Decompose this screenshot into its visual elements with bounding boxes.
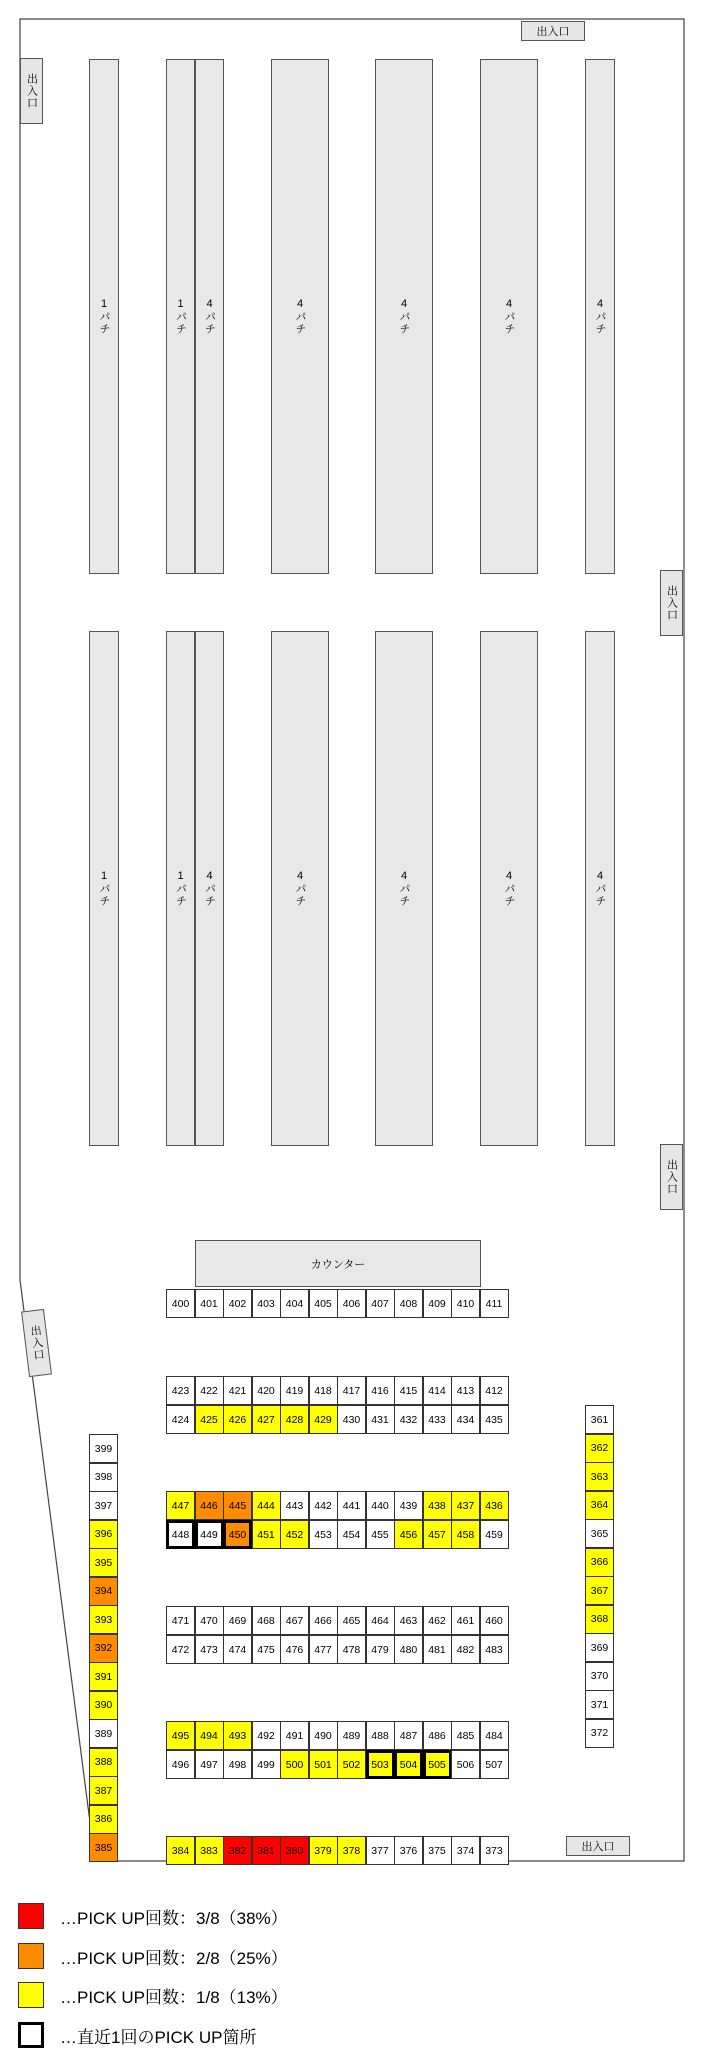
bank-label: 4パチ — [398, 298, 410, 335]
machine-385[interactable]: 385 — [89, 1833, 118, 1862]
machine-436[interactable]: 436 — [480, 1491, 509, 1520]
machine-375[interactable]: 375 — [423, 1836, 452, 1865]
machine-493[interactable]: 493 — [223, 1721, 252, 1750]
machine-bank — [89, 631, 119, 1146]
machine-397[interactable]: 397 — [89, 1491, 118, 1520]
machine-388[interactable]: 388 — [89, 1748, 118, 1777]
machine-381[interactable]: 381 — [252, 1836, 281, 1865]
machine-379[interactable]: 379 — [309, 1836, 338, 1865]
machine-bank — [271, 631, 329, 1146]
machine-bank — [585, 631, 615, 1146]
machine-454[interactable]: 454 — [337, 1520, 366, 1549]
machine-413[interactable]: 413 — [451, 1376, 480, 1405]
entrance-right-lower[interactable]: 出入口 — [660, 1144, 683, 1210]
machine-476[interactable]: 476 — [280, 1635, 309, 1664]
machine-484[interactable]: 484 — [480, 1721, 509, 1750]
machine-482[interactable]: 482 — [451, 1635, 480, 1664]
bank-label: 4パチ — [203, 870, 216, 907]
machine-408[interactable]: 408 — [394, 1289, 423, 1318]
machine-427[interactable]: 427 — [252, 1405, 281, 1434]
machine-367[interactable]: 367 — [585, 1576, 614, 1605]
legend-swatch-orange — [18, 1943, 44, 1969]
legend-level-3 — [18, 1901, 288, 1931]
machine-389[interactable]: 389 — [89, 1719, 118, 1748]
machine-450[interactable]: 450 — [223, 1520, 252, 1549]
machine-371[interactable]: 371 — [585, 1690, 614, 1719]
machine-386[interactable]: 386 — [89, 1805, 118, 1834]
machine-464[interactable]: 464 — [366, 1606, 395, 1635]
machine-486[interactable]: 486 — [423, 1721, 452, 1750]
legend-swatch-outline — [18, 2022, 44, 2048]
machine-474[interactable]: 474 — [223, 1635, 252, 1664]
machine-407[interactable]: 407 — [366, 1289, 395, 1318]
machine-506[interactable]: 506 — [451, 1750, 480, 1779]
machine-472[interactable]: 472 — [166, 1635, 195, 1664]
machine-362[interactable]: 362 — [585, 1434, 614, 1463]
machine-496[interactable]: 496 — [166, 1750, 195, 1779]
machine-495[interactable]: 495 — [166, 1721, 195, 1750]
entrance-right-upper[interactable]: 出入口 — [660, 570, 683, 636]
machine-460[interactable]: 460 — [480, 1606, 509, 1635]
machine-468[interactable]: 468 — [252, 1606, 281, 1635]
machine-452[interactable]: 452 — [280, 1520, 309, 1549]
machine-491[interactable]: 491 — [280, 1721, 309, 1750]
machine-497[interactable]: 497 — [195, 1750, 224, 1779]
bank-label: 1パチ — [174, 298, 187, 335]
machine-363[interactable]: 363 — [585, 1462, 614, 1491]
machine-481[interactable]: 481 — [423, 1635, 452, 1664]
machine-368[interactable]: 368 — [585, 1605, 614, 1634]
machine-461[interactable]: 461 — [451, 1606, 480, 1635]
machine-369[interactable]: 369 — [585, 1633, 614, 1662]
machine-505[interactable]: 505 — [423, 1750, 452, 1779]
machine-466[interactable]: 466 — [309, 1606, 338, 1635]
machine-377[interactable]: 377 — [366, 1836, 395, 1865]
machine-502[interactable]: 502 — [337, 1750, 366, 1779]
entrance-left-upper[interactable]: 出入口 — [20, 58, 43, 124]
machine-395[interactable]: 395 — [89, 1548, 118, 1577]
machine-414[interactable]: 414 — [423, 1376, 452, 1405]
machine-498[interactable]: 498 — [223, 1750, 252, 1779]
machine-392[interactable]: 392 — [89, 1634, 118, 1663]
bank-label: 4パチ — [503, 298, 515, 335]
machine-446[interactable]: 446 — [195, 1491, 224, 1520]
machine-396[interactable]: 396 — [89, 1520, 118, 1549]
legend-recent — [18, 2020, 256, 2050]
machine-391[interactable]: 391 — [89, 1662, 118, 1691]
machine-423[interactable]: 423 — [166, 1376, 195, 1405]
machine-402[interactable]: 402 — [223, 1289, 252, 1318]
machine-478[interactable]: 478 — [337, 1635, 366, 1664]
bank-label: 4パチ — [594, 298, 606, 335]
machine-489[interactable]: 489 — [337, 1721, 366, 1750]
machine-432[interactable]: 432 — [394, 1405, 423, 1434]
machine-412[interactable]: 412 — [480, 1376, 509, 1405]
machine-380[interactable]: 380 — [280, 1836, 309, 1865]
machine-378[interactable]: 378 — [337, 1836, 366, 1865]
machine-421[interactable]: 421 — [223, 1376, 252, 1405]
machine-422[interactable]: 422 — [195, 1376, 224, 1405]
machine-444[interactable]: 444 — [252, 1491, 281, 1520]
machine-404[interactable]: 404 — [280, 1289, 309, 1318]
machine-470[interactable]: 470 — [195, 1606, 224, 1635]
machine-410[interactable]: 410 — [451, 1289, 480, 1318]
machine-bank — [166, 59, 195, 574]
machine-437[interactable]: 437 — [451, 1491, 480, 1520]
bank-label: 4パチ — [294, 298, 306, 335]
machine-475[interactable]: 475 — [252, 1635, 281, 1664]
machine-bank — [375, 59, 433, 574]
machine-376[interactable]: 376 — [394, 1836, 423, 1865]
machine-bank — [480, 59, 538, 574]
machine-428[interactable]: 428 — [280, 1405, 309, 1434]
legend-text: …PICK UP回数：3/8（38%） — [60, 1908, 288, 1928]
machine-387[interactable]: 387 — [89, 1776, 118, 1805]
machine-488[interactable]: 488 — [366, 1721, 395, 1750]
machine-441[interactable]: 441 — [337, 1491, 366, 1520]
machine-418[interactable]: 418 — [309, 1376, 338, 1405]
machine-411[interactable]: 411 — [480, 1289, 509, 1318]
bank-label: 4パチ — [203, 298, 216, 335]
machine-bank — [195, 59, 224, 574]
legend-level-1 — [18, 1980, 288, 2010]
machine-473[interactable]: 473 — [195, 1635, 224, 1664]
machine-477[interactable]: 477 — [309, 1635, 338, 1664]
machine-471[interactable]: 471 — [166, 1606, 195, 1635]
machine-424[interactable]: 424 — [166, 1405, 195, 1434]
machine-399[interactable]: 399 — [89, 1434, 118, 1463]
machine-434[interactable]: 434 — [451, 1405, 480, 1434]
machine-433[interactable]: 433 — [423, 1405, 452, 1434]
machine-400[interactable]: 400 — [166, 1289, 195, 1318]
machine-bank — [271, 59, 329, 574]
machine-494[interactable]: 494 — [195, 1721, 224, 1750]
machine-449[interactable]: 449 — [195, 1520, 224, 1549]
entrance-top[interactable]: 出入口 — [521, 21, 585, 41]
machine-459[interactable]: 459 — [480, 1520, 509, 1549]
machine-390[interactable]: 390 — [89, 1691, 118, 1720]
machine-501[interactable]: 501 — [309, 1750, 338, 1779]
machine-463[interactable]: 463 — [394, 1606, 423, 1635]
machine-480[interactable]: 480 — [394, 1635, 423, 1664]
machine-499[interactable]: 499 — [252, 1750, 281, 1779]
machine-479[interactable]: 479 — [366, 1635, 395, 1664]
machine-bank — [89, 59, 119, 574]
machine-445[interactable]: 445 — [223, 1491, 252, 1520]
legend-swatch-yellow — [18, 1982, 44, 2008]
machine-bank — [480, 631, 538, 1146]
machine-419[interactable]: 419 — [280, 1376, 309, 1405]
machine-409[interactable]: 409 — [423, 1289, 452, 1318]
machine-442[interactable]: 442 — [309, 1491, 338, 1520]
machine-492[interactable]: 492 — [252, 1721, 281, 1750]
machine-456[interactable]: 456 — [394, 1520, 423, 1549]
machine-455[interactable]: 455 — [366, 1520, 395, 1549]
machine-416[interactable]: 416 — [366, 1376, 395, 1405]
machine-361[interactable]: 361 — [585, 1405, 614, 1434]
machine-490[interactable]: 490 — [309, 1721, 338, 1750]
machine-403[interactable]: 403 — [252, 1289, 281, 1318]
machine-384[interactable]: 384 — [166, 1836, 195, 1865]
machine-372[interactable]: 372 — [585, 1719, 614, 1748]
machine-405[interactable]: 405 — [309, 1289, 338, 1318]
machine-435[interactable]: 435 — [480, 1405, 509, 1434]
machine-417[interactable]: 417 — [337, 1376, 366, 1405]
machine-448[interactable]: 448 — [166, 1520, 195, 1549]
machine-382[interactable]: 382 — [223, 1836, 252, 1865]
machine-420[interactable]: 420 — [252, 1376, 281, 1405]
bank-label: 4パチ — [594, 870, 606, 907]
machine-485[interactable]: 485 — [451, 1721, 480, 1750]
machine-406[interactable]: 406 — [337, 1289, 366, 1318]
machine-bank — [195, 631, 224, 1146]
machine-469[interactable]: 469 — [223, 1606, 252, 1635]
machine-bank — [375, 631, 433, 1146]
bank-label: 4パチ — [398, 870, 410, 907]
machine-453[interactable]: 453 — [309, 1520, 338, 1549]
bank-label: 1パチ — [98, 298, 110, 335]
entrance-left-lower[interactable]: 出入口 — [21, 1309, 52, 1377]
machine-503[interactable]: 503 — [366, 1750, 395, 1779]
machine-426[interactable]: 426 — [223, 1405, 252, 1434]
machine-443[interactable]: 443 — [280, 1491, 309, 1520]
legend-swatch-red — [18, 1903, 44, 1929]
machine-507[interactable]: 507 — [480, 1750, 509, 1779]
machine-438[interactable]: 438 — [423, 1491, 452, 1520]
bank-label: 1パチ — [98, 870, 110, 907]
machine-bank — [166, 631, 195, 1146]
machine-394[interactable]: 394 — [89, 1577, 118, 1606]
machine-370[interactable]: 370 — [585, 1662, 614, 1691]
machine-393[interactable]: 393 — [89, 1605, 118, 1634]
machine-364[interactable]: 364 — [585, 1491, 614, 1520]
bank-label: 4パチ — [294, 870, 306, 907]
counter: カウンター — [195, 1240, 481, 1287]
machine-487[interactable]: 487 — [394, 1721, 423, 1750]
machine-504[interactable]: 504 — [394, 1750, 423, 1779]
machine-401[interactable]: 401 — [195, 1289, 224, 1318]
machine-447[interactable]: 447 — [166, 1491, 195, 1520]
machine-483[interactable]: 483 — [480, 1635, 509, 1664]
machine-465[interactable]: 465 — [337, 1606, 366, 1635]
legend-text: …直近1回のPICK UP箇所 — [60, 2027, 257, 2047]
machine-415[interactable]: 415 — [394, 1376, 423, 1405]
machine-440[interactable]: 440 — [366, 1491, 395, 1520]
machine-429[interactable]: 429 — [309, 1405, 338, 1434]
machine-366[interactable]: 366 — [585, 1548, 614, 1577]
machine-439[interactable]: 439 — [394, 1491, 423, 1520]
legend-text: …PICK UP回数：2/8（25%） — [60, 1948, 288, 1968]
machine-374[interactable]: 374 — [451, 1836, 480, 1865]
machine-373[interactable]: 373 — [480, 1836, 509, 1865]
machine-425[interactable]: 425 — [195, 1405, 224, 1434]
legend-text: …PICK UP回数：1/8（13%） — [60, 1987, 288, 2007]
machine-398[interactable]: 398 — [89, 1463, 118, 1492]
machine-365[interactable]: 365 — [585, 1519, 614, 1548]
machine-bank — [585, 59, 615, 574]
bank-label: 1パチ — [174, 870, 187, 907]
machine-431[interactable]: 431 — [366, 1405, 395, 1434]
machine-467[interactable]: 467 — [280, 1606, 309, 1635]
machine-383[interactable]: 383 — [195, 1836, 224, 1865]
machine-500[interactable]: 500 — [280, 1750, 309, 1779]
machine-430[interactable]: 430 — [337, 1405, 366, 1434]
legend-level-2 — [18, 1941, 288, 1971]
machine-451[interactable]: 451 — [252, 1520, 281, 1549]
bank-label: 4パチ — [503, 870, 515, 907]
machine-462[interactable]: 462 — [423, 1606, 452, 1635]
machine-457[interactable]: 457 — [423, 1520, 452, 1549]
entrance-bottom[interactable]: 出入口 — [566, 1836, 630, 1856]
machine-458[interactable]: 458 — [451, 1520, 480, 1549]
